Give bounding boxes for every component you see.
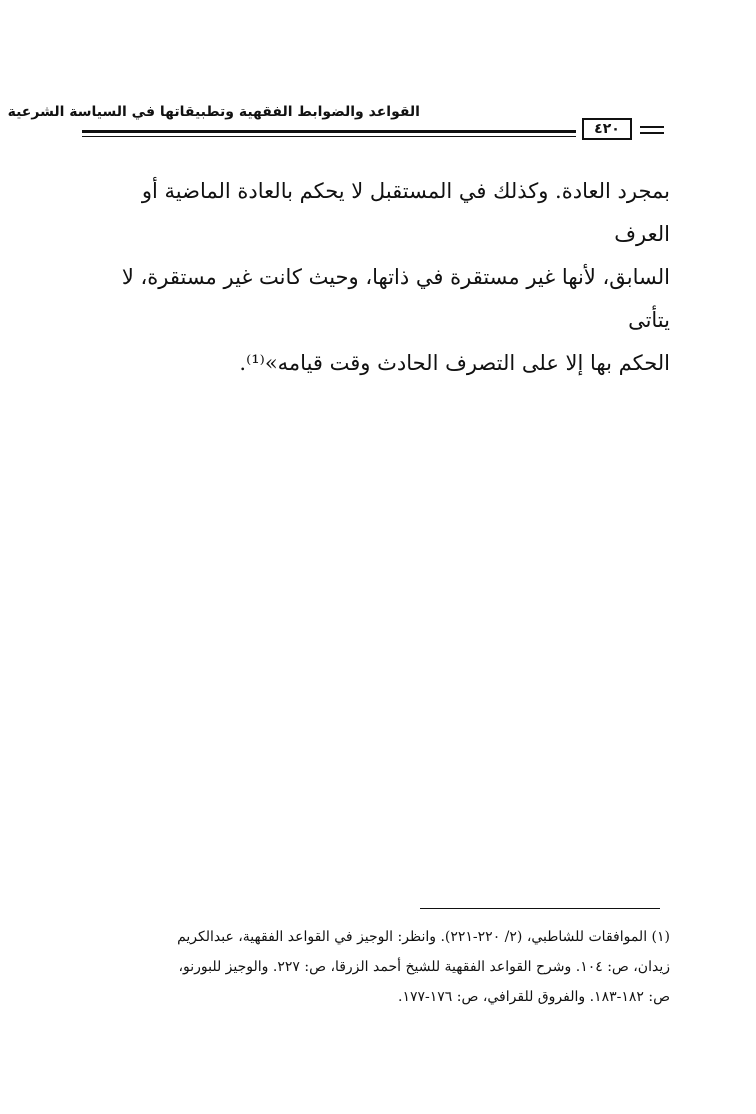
page-header (7, 100, 650, 146)
footnote-separator (420, 908, 660, 909)
footnote-line: زيدان، ص: ١٠٤. وشرح القواعد الفقهية للشيخ أحمد الزرقا، ص: ٢٢٧. والوجيز للبورنو، (178, 959, 670, 975)
body-line: الحكم بها إلا على التصرف الحادث وقت قيامه»⁽¹⁾. (239, 351, 670, 375)
header-dash-top (640, 126, 664, 128)
body-line: السابق، لأنها غير مستقرة في ذاتها، وحيث كانت غير مستقرة، لا يتأتى (121, 265, 670, 332)
footnote-line: ص: ١٨٢-١٨٣. والفروق للقرافي، ص: ١٧٦-١٧٧. (398, 989, 670, 1005)
footnote-line: (١) الموافقات للشاطبي، (٢/ ٢٢٠-٢٢١). وانظر: الوجيز في القواعد الفقهية، عبدالكريم (177, 929, 670, 945)
body-text (84, 170, 670, 385)
page-number: ٤٢٠ (582, 118, 632, 140)
running-title: القواعد والضوابط الفقهية وتطبيقاتها في السياسة الشرعية (7, 104, 420, 120)
body-line: بمجرد العادة. وكذلك في المستقبل لا يحكم بالعادة الماضية أو العرف (141, 179, 670, 246)
footnote (84, 922, 670, 1012)
header-dash-bottom (640, 132, 664, 134)
header-rule-thin (82, 136, 576, 137)
header-rule-thick (82, 130, 576, 133)
